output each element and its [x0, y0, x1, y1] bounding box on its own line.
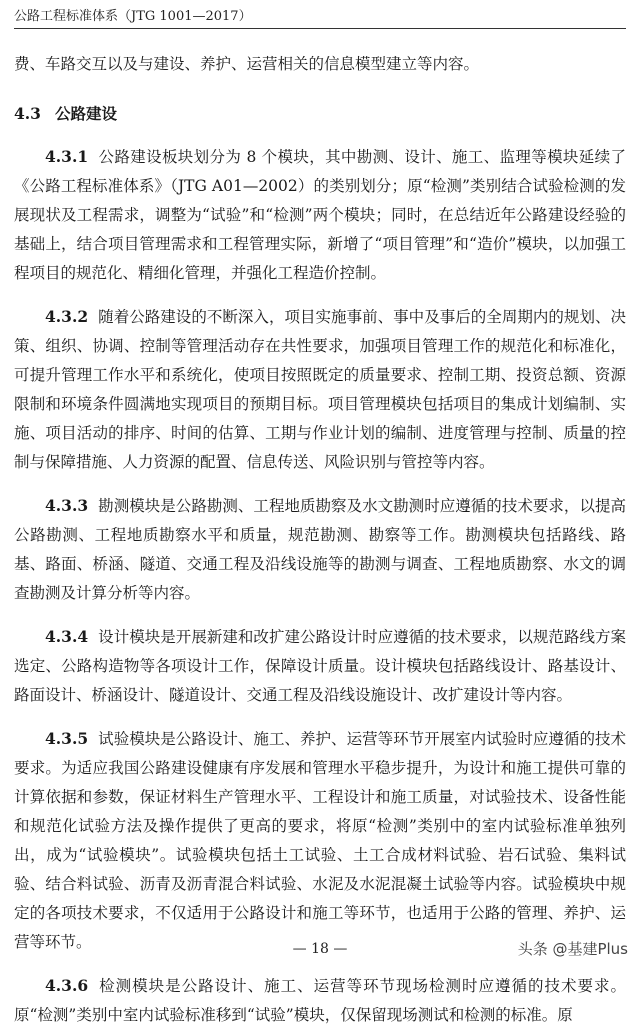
clause-text: 设计模块是开展新建和改扩建公路设计时应遵循的技术要求，以规范路线方案选定、公路构造物等各项设计工作，保障设计质量。设计模块包括路线设计、路基设计、路面设计、桥涵设计、隧道设计、交通工程及沿线设施设计、改扩建设计等内容。 [14, 628, 626, 704]
clause-text: 勘测模块是公路勘测、工程地质勘察及水文勘测时应遵循的技术要求，以提高公路勘测、工程地质勘察水平和质量，规范勘测、勘察等工作。勘测模块包括路线、路基、路面、桥涵、隧道、交通工程及沿线设施等的勘测与调查、工程地质勘察、水文的调查勘测及计算分析等内容。 [14, 497, 626, 602]
clause-4-3-5 [14, 724, 626, 957]
clause-number: 4.3.3 [45, 496, 89, 515]
clause-number: 4.3.6 [45, 976, 89, 995]
clause-number: 4.3.1 [45, 147, 89, 166]
clause-text: 试验模块是公路设计、施工、养护、运营等环节开展室内试验时应遵循的技术要求。为适应我国公路建设健康有序发展和管理水平稳步提升，为设计和施工提供可靠的计算依据和参数，保证材料生产管理水平、工程设计和施工质量，对试验技术、设备性能和规范化试验方法及操作提供了更高的要求，将原“检测”类别中的室内试验标准单独列出，成为“试验模块”。试验模块包括土工试验、土工合成材料试验、岩石试验、集料试验、结合料试验、沥青及沥青混合料试验、水泥及水泥混凝土试验等内容。试验模块中规定的各项技术要求，不仅适用于公路设计和施工等环节，也适用于公路的管理、养护、运营等环节。 [14, 730, 626, 951]
clause-4-3-1 [14, 142, 626, 288]
clause-text: 随着公路建设的不断深入，项目实施事前、事中及事后的全周期内的规划、决策、组织、协调、控制等管理活动存在共性要求，加强项目管理工作的规范化和标准化，可提升管理工作水平和系统化，使项目按照既定的质量要求、控制工期、投资总额、资源限制和环境条件圆满地实现项目的预期目标。项目管理模块包括项目的集成计划编制、实施、项目活动的排序、时间的估算、工期与作业计划的编制、进度管理与控制、质量的控制与保障措施、人力资源的配置、信息传送、风险识别与管控等内容。 [14, 308, 626, 471]
clause-4-3-4 [14, 622, 626, 710]
clause-4-3-6 [14, 971, 626, 1030]
clause-number: 4.3.2 [45, 307, 89, 326]
clause-text: 检测模块是公路设计、施工、运营等环节现场检测时应遵循的技术要求。原“检测”类别中室内试验标准移到“试验”模块，仅保留现场测试和检测的标准。原 [14, 977, 626, 1024]
intro-text: 费、车路交互以及与建设、养护、运营相关的信息模型建立等内容。 [14, 55, 480, 73]
page-number: — 18 — [292, 941, 348, 957]
clause-text: 公路建设板块划分为 8 个模块，其中勘测、设计、施工、监理等模块延续了《公路工程标准体系》（JTG A01—2002）的类别划分；原“检测”类别结合试验检测的发展现状及工程需求，调整为“试验”和“检测”两个模块；同时，在总结近年公路建设经验的基础上，结合项目管理需求和工程管理实际，新增了“项目管理”和“造价”模块，以加强工程项目的规范化、精细化管理，并强化工程造价控制。 [14, 148, 626, 282]
clause-number: 4.3.5 [45, 729, 89, 748]
section-heading [14, 99, 626, 128]
clause-4-3-2 [14, 302, 626, 477]
section-title: 公路建设 [54, 104, 117, 123]
watermark: 头条 @基建Plus [517, 940, 628, 958]
clause-number: 4.3.4 [45, 627, 89, 646]
header-title: 公路工程标准体系（JTG 1001—2017） [14, 9, 252, 24]
clause-4-3-3 [14, 491, 626, 608]
running-header [14, 6, 626, 29]
page-body [14, 36, 626, 1030]
section-number: 4.3 [14, 104, 41, 123]
